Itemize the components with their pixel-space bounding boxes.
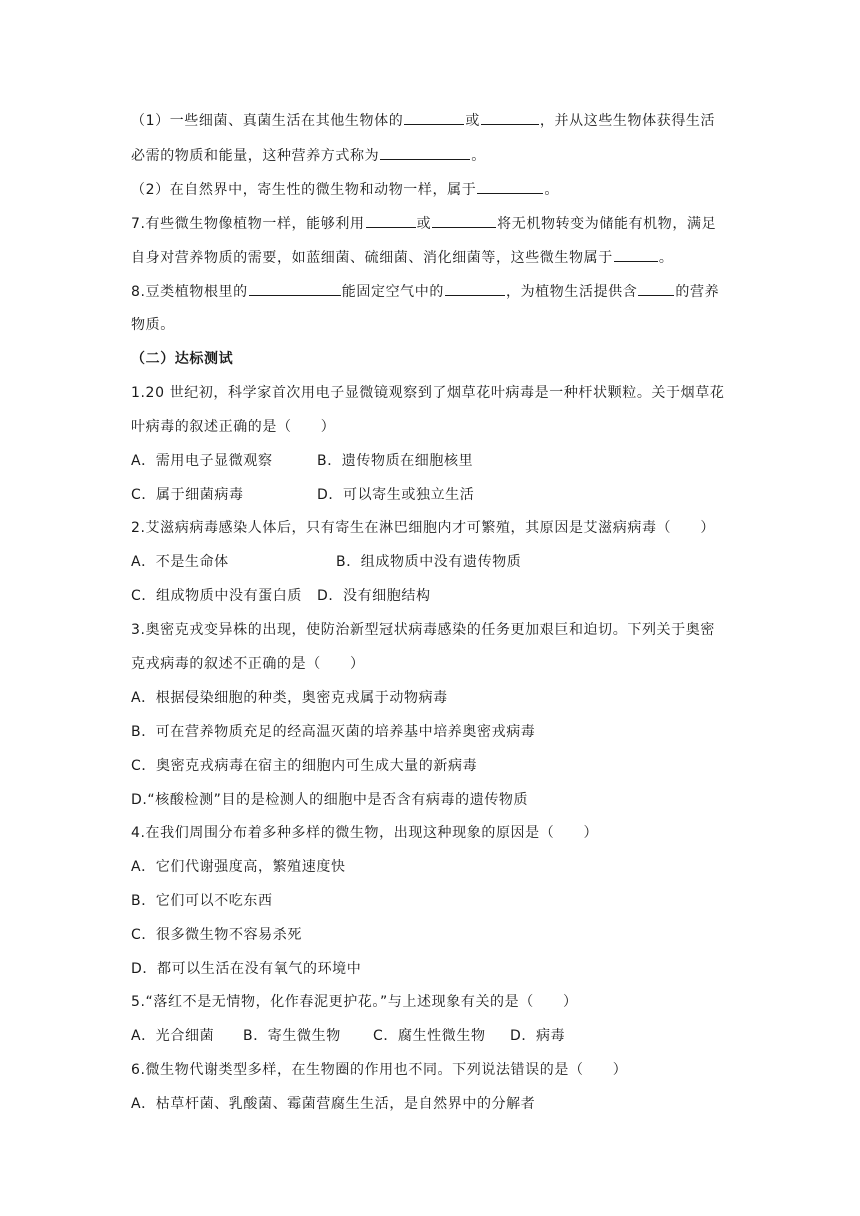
question-5-stem: 5.“落红不是无情物，化作春泥更护花。”与上述现象有关的是（ ） <box>131 994 578 1010</box>
text-segment: 或 <box>416 216 432 232</box>
fill-question-8-line1 <box>131 281 719 302</box>
text-segment: 。 <box>544 182 559 198</box>
option-d[interactable]: D．可以寄生或独立生活 <box>317 487 475 503</box>
text-segment: 自身对营养物质的需要，如蓝细菌、硫细菌、消化细菌等，这些微生物属于 <box>131 250 613 266</box>
fill-question-7-line1 <box>131 213 716 234</box>
option-d[interactable]: D．没有细胞结构 <box>317 588 431 604</box>
text-segment: ，为植物生活提供含 <box>505 284 638 300</box>
option-d[interactable]: D.“核酸检测”目的是检测人的细胞中是否含有病毒的遗传物质 <box>131 792 529 808</box>
text-segment: 。 <box>658 250 674 266</box>
question-2-stem: 2.艾滋病病毒感染人体后，只有寄生在淋巴细胞内才可繁殖，其原因是艾滋病病毒（ ） <box>131 520 715 536</box>
fill-question-1-line1 <box>131 110 715 131</box>
text-segment: 能固定空气中的 <box>341 284 444 300</box>
answer-blank[interactable] <box>249 281 341 296</box>
question-5-options <box>131 1026 566 1046</box>
fill-question-2 <box>131 179 559 200</box>
option-a[interactable]: A．不是生命体 <box>131 554 229 570</box>
question-1-stem-line2: 叶病毒的叙述正确的是（ ） <box>131 419 336 435</box>
answer-blank[interactable] <box>404 110 464 125</box>
answer-blank[interactable] <box>366 213 416 228</box>
fill-question-7-line2 <box>131 247 673 268</box>
fill-question-8-line2 <box>131 315 175 335</box>
question-6-stem: 6.微生物代谢类型多样，在生物圈的作用也不同。下列说法错误的是（ ） <box>131 1062 628 1078</box>
question-2-options-row1 <box>131 552 522 572</box>
question-1-options-row1 <box>131 451 474 471</box>
text-segment: ，并从这些生物体获得生活 <box>539 113 716 129</box>
text-segment: （1）一些细菌、真菌生活在其他生物体的 <box>131 113 404 129</box>
question-4-stem: 4.在我们周围分布着多种多样的微生物，出现这种现象的原因是（ ） <box>131 825 599 841</box>
option-c[interactable]: C．腐生性微生物 <box>373 1028 486 1044</box>
answer-blank[interactable] <box>638 281 674 296</box>
option-a[interactable]: A．它们代谢强度高，繁殖速度快 <box>131 859 346 875</box>
text-segment: 8.豆类植物根里的 <box>131 284 248 300</box>
question-3-stem-line1: 3.奥密克戎变异株的出现，使防治新型冠状病毒感染的任务更加艰巨和迫切。下列关于奥密 <box>131 622 715 638</box>
option-d[interactable]: D．都可以生活在没有氧气的环境中 <box>131 961 362 977</box>
answer-blank[interactable] <box>614 247 658 262</box>
text-segment: 的营养 <box>675 284 720 300</box>
text-segment: 将无机物转变为储能有机物，满足 <box>497 216 717 232</box>
text-segment: 或 <box>465 113 480 129</box>
option-b[interactable]: B．它们可以不吃东西 <box>131 893 273 909</box>
question-1-options-row2 <box>131 485 475 505</box>
option-c[interactable]: C．奥密克戎病毒在宿主的细胞内可生成大量的新病毒 <box>131 758 478 774</box>
question-1-stem-line1: 1.20 世纪初，科学家首次用电子显微镜观察到了烟草花叶病毒是一种杆状颗粒。关于烟草花 <box>131 385 725 401</box>
option-b[interactable]: B．寄生微生物 <box>243 1028 341 1044</box>
option-d[interactable]: D．病毒 <box>510 1028 566 1044</box>
option-a[interactable]: A．根据侵染细胞的种类，奥密克戎属于动物病毒 <box>131 690 448 706</box>
text-segment: （2）在自然界中，寄生性的微生物和动物一样，属于 <box>131 182 477 198</box>
answer-blank[interactable] <box>477 179 543 194</box>
question-2-options-row2 <box>131 586 431 606</box>
option-a[interactable]: A．光合细菌 <box>131 1028 215 1044</box>
text-segment: 物质。 <box>131 317 175 333</box>
option-c[interactable]: C．很多微生物不容易杀死 <box>131 927 302 943</box>
text-segment: 7.有些微生物像植物一样，能够利用 <box>131 216 365 232</box>
fill-question-1-line2 <box>131 145 486 166</box>
option-b[interactable]: B．可在营养物质充足的经高温灭菌的培养基中培养奥密戎病毒 <box>131 724 536 740</box>
option-a[interactable]: A．需用电子显微观察 <box>131 453 273 469</box>
option-b[interactable]: B．组成物质中没有遗传物质 <box>336 554 522 570</box>
answer-blank[interactable] <box>380 145 470 160</box>
answer-blank[interactable] <box>481 110 539 125</box>
question-3-stem-line2: 克戎病毒的叙述不正确的是（ ） <box>131 656 365 672</box>
option-a[interactable]: A．枯草杆菌、乳酸菌、霉菌营腐生生活，是自然界中的分解者 <box>131 1096 536 1112</box>
option-c[interactable]: C．组成物质中没有蛋白质 <box>131 588 302 604</box>
section-heading: （二）达标测试 <box>131 351 234 367</box>
text-segment: 必需的物质和能量，这种营养方式称为 <box>131 148 380 164</box>
text-segment: 。 <box>471 148 486 164</box>
answer-blank[interactable] <box>445 281 505 296</box>
option-c[interactable]: C．属于细菌病毒 <box>131 487 244 503</box>
answer-blank[interactable] <box>432 213 496 228</box>
option-b[interactable]: B．遗传物质在细胞核里 <box>317 453 474 469</box>
